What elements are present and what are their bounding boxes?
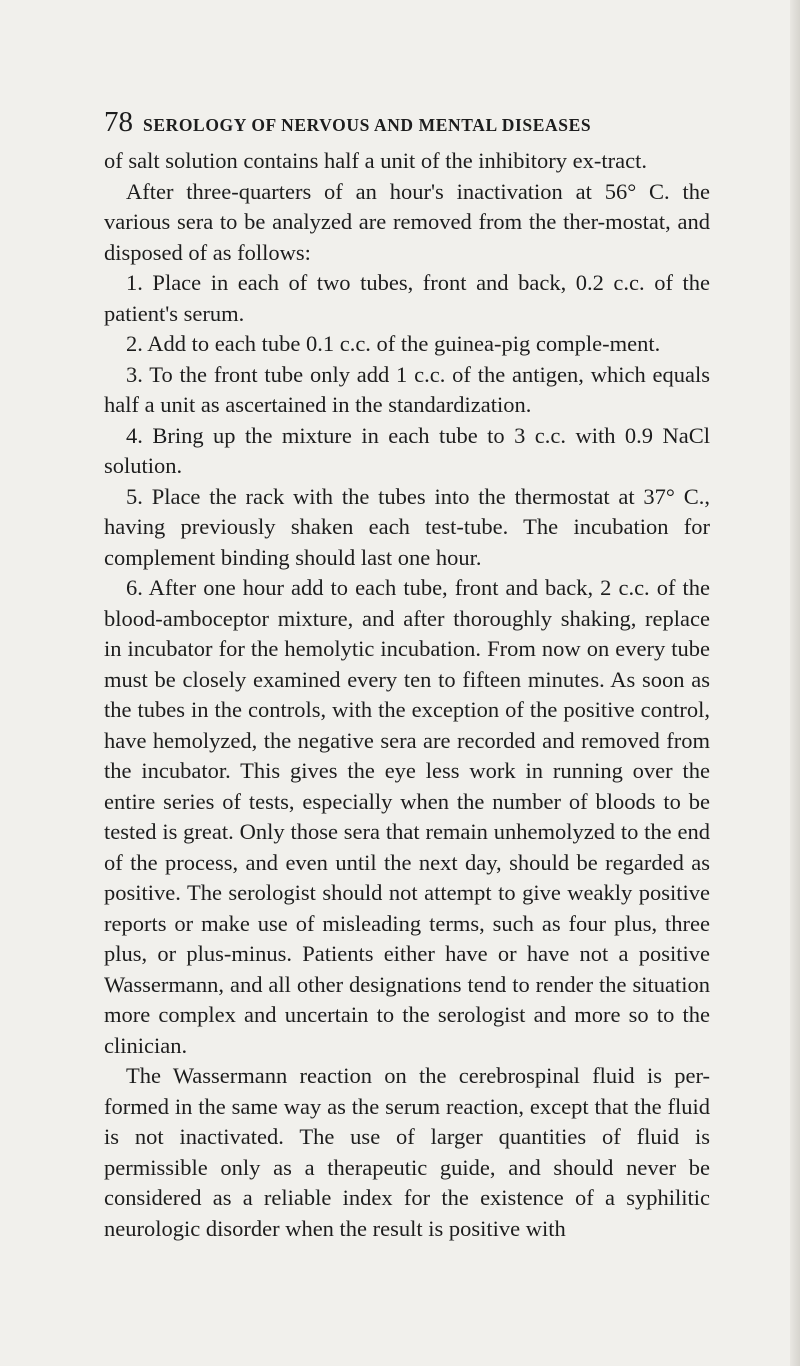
body-text — [104, 146, 710, 1244]
step-3: 3. To the front tube only add 1 c.c. of the antigen, which equals half a unit as ascertained in the standardization. — [104, 361, 710, 417]
paragraph-inactivation: After three-quarters of an hour's inactivation at 56° C. the various sera to be analyzed are removed from the ther-mostat, and disposed of as follows: — [104, 178, 710, 265]
paragraph-continuation: of salt solution contains half a unit of the inhibitory ex-tract. — [104, 148, 647, 173]
step-1: 1. Place in each of two tubes, front and back, 0.2 c.c. of the patient's serum. — [104, 270, 710, 326]
step-4: 4. Bring up the mixture in each tube to 3 c.c. with 0.9 NaCl solution. — [104, 422, 710, 478]
running-title: SEROLOGY OF NERVOUS AND MENTAL DISEASES — [143, 115, 592, 135]
page-number: 78 — [104, 106, 133, 138]
step-2: 2. Add to each tube 0.1 c.c. of the guinea-pig comple-ment. — [126, 331, 661, 356]
running-header — [104, 104, 724, 140]
paragraph-cerebrospinal-fluid: The Wassermann reaction on the cerebrospinal fluid is per-formed in the same way as the serum reaction, except that the fluid is not inactivated. The use of larger quantities of fluid is permissible only as a therapeutic guide, and should never be considered as a reliable index for the existence of a syphilitic neurologic disorder when the result is positive with — [104, 1063, 710, 1241]
step-6: 6. After one hour add to each tube, front and back, 2 c.c. of the blood-amboceptor mixture, and after thoroughly shaking, replace in incubator for the hemolytic incubation. From now on every tube must be closely examined every ten to fifteen minutes. As soon as the tubes in the controls, with the exception of the positive control, have hemolyzed, the negative sera are recorded and removed from the incubator. This gives the eye less work in running over the entire series of tests, especially when the number of bloods to be tested is great. Only those sera that remain unhemolyzed to the end of the process, and even until the next day, should be regarded as positive. The serologist should not attempt to give weakly positive reports or make use of misleading terms, such as four plus, three plus, or plus-minus. Patients either have or have not a positive Wassermann, and all other designations tend to render the situation more complex and uncertain to the serologist and more so to the clinician. — [104, 575, 710, 1058]
page-edge-shadow — [790, 0, 800, 1366]
step-5: 5. Place the rack with the tubes into the thermostat at 37° C., having previously shaken each test-tube. The incubation for complement binding should last one hour. — [104, 483, 710, 570]
